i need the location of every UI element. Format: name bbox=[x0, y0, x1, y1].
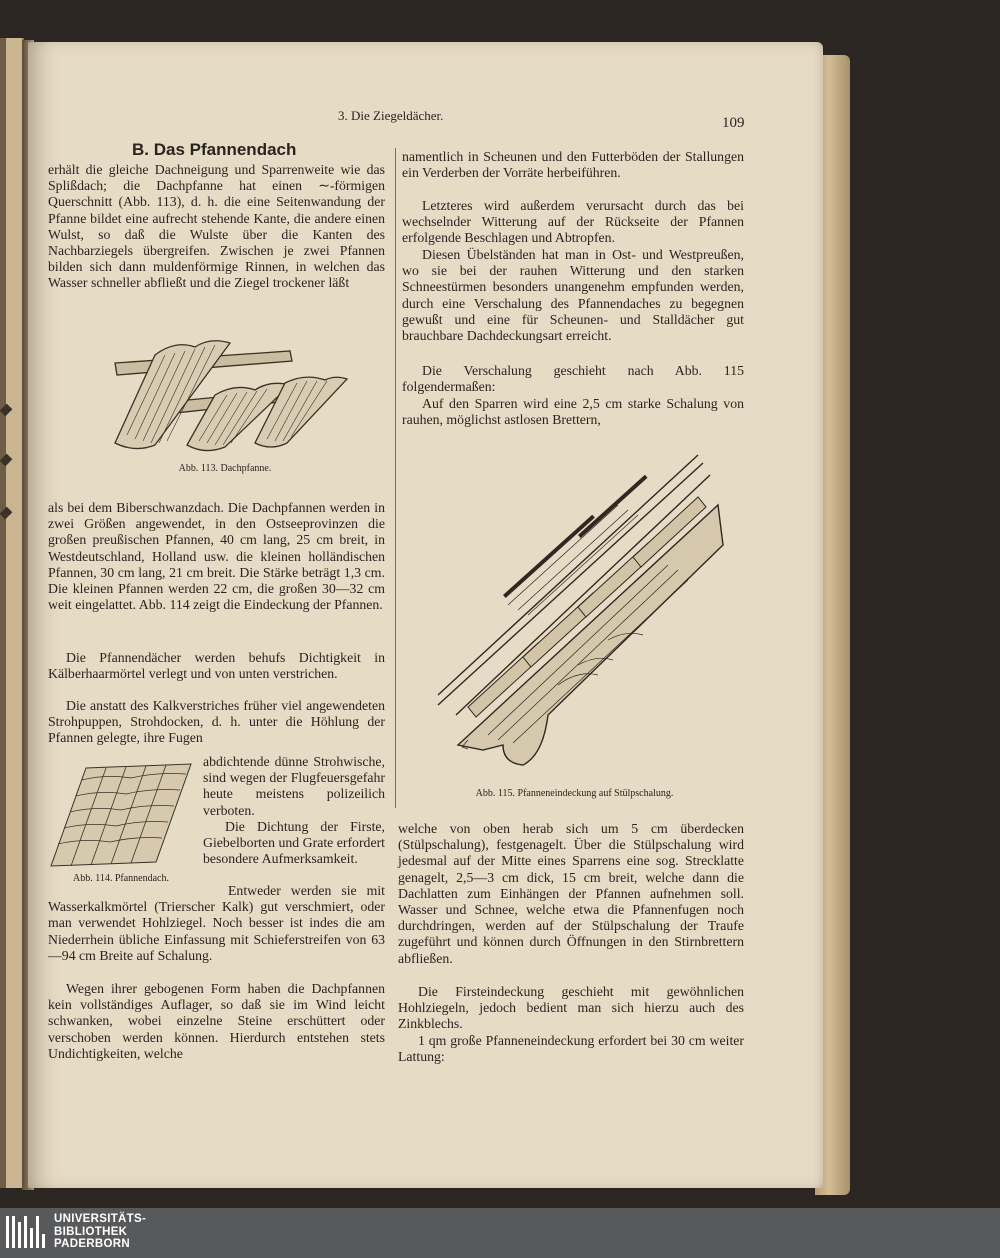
left-paragraph-5b: Entweder werden sie mit Wasserkalkmörtel (Trierscher Kalk) gut verschmiert, oder man verwendet Hohlziegel. Noch besser ist indes die am Niederrhein übliche Einfassung mit Schieferstreifen von 63—94 cm Breite auf Schalung. bbox=[48, 883, 385, 963]
left-paragraph-4b: abdichtende dünne Strohwische, sind wegen der Flugfeuersgefahr heute meistens polizeilich verboten. bbox=[203, 754, 385, 818]
column-divider bbox=[395, 148, 396, 808]
right-paragraph-5: Auf den Sparren wird eine 2,5 cm starke Schalung von rauhen, möglichst astlosen Brettern, bbox=[402, 396, 744, 428]
right-paragraph-1: namentlich in Scheunen und den Futterböden der Stallungen ein Verderben der Vorräte herbeiführen. bbox=[402, 149, 744, 181]
left-page-shadow bbox=[0, 38, 6, 1188]
figure-115-caption: Abb. 115. Pfanneneindeckung auf Stülpschalung. bbox=[475, 788, 674, 799]
figure-115-stuelpschalung bbox=[428, 445, 728, 785]
running-header: 3. Die Ziegeldächer. bbox=[338, 108, 444, 123]
right-paragraph-4: Die Verschalung geschieht nach Abb. 115 folgendermaßen: bbox=[402, 363, 744, 395]
right-paragraph-6: welche von oben herab sich um 5 cm überdecken (Stülpschalung), festgenagelt. Über die Stülpschalung wird jedesmal auf der Mitte eines Sparrens eine sog. Strecklatte genagelt, 2,5—3 cm dick, 15 cm breit, welche dann die Dachlatten zum Einhängen der Pfannen aufnehmen soll. Wasser und Schnee, welche etwa die Pfannenfugen noch durchdringen, werden auf der Stülpschalung der Traufe zugeführt und können durch Öffnungen in den Stirnbrettern abfließen. bbox=[398, 821, 744, 966]
section-title: B. Das Pfannendach bbox=[132, 140, 297, 159]
right-paragraph-2: Letzteres wird außerdem verursacht durch das bei wechselnder Witterung auf der Rückseite der Pfannen erfolgende Beschlagen und Abtropfen. bbox=[402, 198, 744, 246]
left-paragraph-4a: Die anstatt des Kalkverstriches früher viel angewendeten Strohpuppen, Strohdocken, d. h. unter die Höhlung der Pfannen gelegte, ihre Fugen bbox=[48, 698, 385, 746]
right-paragraph-3: Diesen Übelständen hat man in Ost- und Westpreußen, wo sie bei der rauhen Witterung und den starken Schneestürmen besonders unangenehm empfunden werden, durch eine Verschalung des Pfannendaches zu begegnen gewußt und eine für Scheunen- und Stalldächer gut brauchbare Dachdeckungsart erreicht. bbox=[402, 247, 744, 344]
left-paragraph-1: erhält die gleiche Dachneigung und Sparrenweite wie das Splißdach; die Dachpfanne hat einen ∼-förmigen Querschnitt (Abb. 113), d. h. die eine Seitenwandung der Pfanne bildet eine aufrecht stehende Kante, die andere einen Wulst, so daß die Wulste über die Kanten des Nachbarziegels übergreifen. Zwischen je zwei Pfannen bilden sich dann muldenförmige Rinnen, in welchen das Wasser schneller abfließt und die Ziegel trockener läßt bbox=[48, 162, 385, 291]
figure-114-pfannendach bbox=[46, 762, 196, 870]
figure-113-caption: Abb. 113. Dachpfanne. bbox=[178, 463, 272, 474]
library-name-line-3: PADERBORN bbox=[54, 1238, 130, 1250]
library-footer-bar bbox=[0, 1208, 1000, 1258]
library-name bbox=[54, 1213, 146, 1251]
page-number: 109 bbox=[722, 115, 745, 131]
right-paragraph-7: Die Firsteindeckung geschieht mit gewöhnlichen Hohlziegeln, jedoch bedient man sich hierzu auch des Zinkblechs. bbox=[398, 984, 744, 1032]
left-paragraph-6: Wegen ihrer gebogenen Form haben die Dachpfannen kein vollständiges Auflager, so daß sie im Wind leicht schwanken, wobei einzelne Steine erschüttert oder verschoben werden können. Hierdurch entstehen stets Undichtigkeiten, welche bbox=[48, 981, 385, 1061]
left-paragraph-3: Die Pfannendächer werden behufs Dichtigkeit in Kälberhaarmörtel verlegt und von unten verstrichen. bbox=[48, 650, 385, 682]
left-paragraph-2: als bei dem Biberschwanzdach. Die Dachpfannen werden in zwei Größen angewendet, in den Ostseeprovinzen die großen preußischen Pfannen, 40 cm lang, 25 cm breit, in Westdeutschland, Holland usw. die kleinen holländischen Pfannen, 30 cm lang, 21 cm breit. Die Stärke beträgt 1,3 cm. Die kleinen Pfannen werden 22 cm, die großen 30—32 cm weit eingelattet. Abb. 114 zeigt die Eindeckung der Pfannen. bbox=[48, 500, 385, 613]
library-name-line-1: UNIVERSITÄTS- bbox=[54, 1213, 147, 1225]
left-paragraph-5a: Die Dichtung der Firste, Giebelborten und Grate erfordert besondere Aufmerksamkeit. bbox=[203, 819, 385, 867]
library-logo-icon bbox=[6, 1212, 46, 1252]
right-paragraph-8: 1 qm große Pfanneneindeckung erfordert bei 30 cm weiter Lattung: bbox=[398, 1033, 744, 1065]
figure-114-caption: Abb. 114. Pfannendach. bbox=[73, 873, 169, 884]
figure-113-dachpfanne bbox=[95, 335, 355, 460]
library-name-line-2: BIBLIOTHEK bbox=[54, 1225, 128, 1238]
